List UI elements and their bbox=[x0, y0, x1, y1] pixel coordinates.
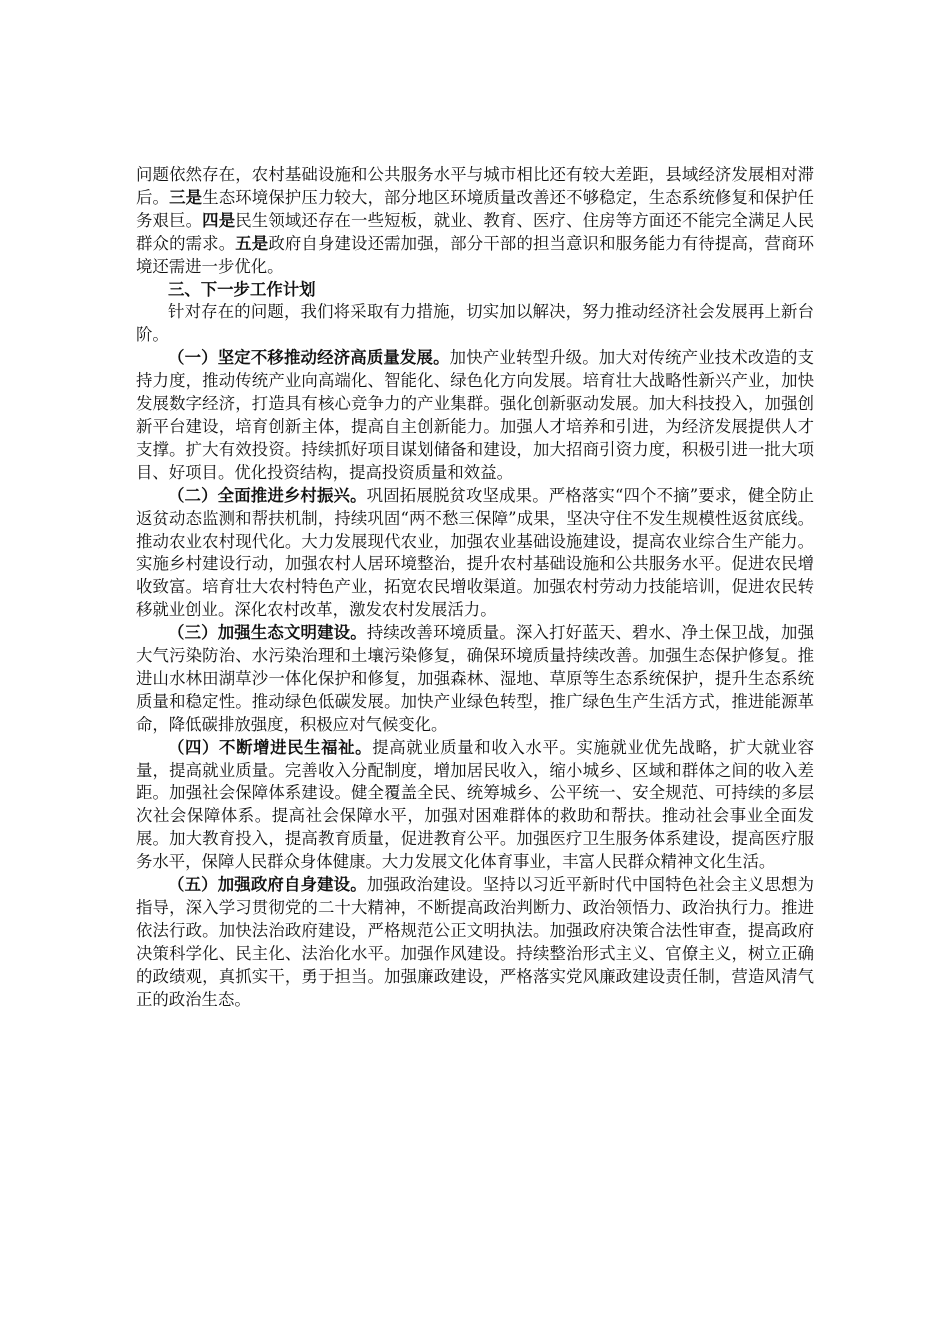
item-title-2: （二）全面推进乡村振兴。 bbox=[168, 485, 367, 505]
item-body-3: 持续改善环境质量。深入打好蓝天、碧水、净土保卫战，加强大气污染防治、水污染治理和土壤污染修复，确保环境质量持续改善。加强生态保护修复。推进山水林田湖草沙一体化保护和修复，加强森林、湿地、草原等生态系统保护，提升生态系统质量和稳定性。推动绿色低碳发展。加快产业绿色转型，推广绿色生产生活方式，推进能源革命，降低碳排放强度，积极应对气候变化。 bbox=[136, 623, 815, 734]
item-body-4: 提高就业质量和收入水平。实施就业优先战略，扩大就业容量，提高就业质量。完善收入分配制度，增加居民收入，缩小城乡、区域和群体之间的收入差距。加强社会保障体系建设。健全覆盖全民、统筹城乡、公平统一、安全规范、可持续的多层次社会保障体系。提高社会保障水平，加强对困难群体的救助和帮扶。推动社会事业全面发展。加大教育投入，提高教育质量，促进教育公平。加强医疗卫生服务体系建设，提高医疗服务水平，保障人民群众身体健康。大力发展文化体育事业，丰富人民群众精神文化生活。 bbox=[136, 737, 815, 872]
section-heading: 三、下一步工作计划 bbox=[168, 279, 316, 299]
item-title-1: （一）坚定不移推动经济高质量发展。 bbox=[168, 348, 450, 368]
continuation-text-4: 民生领域还存在一些短板，就业、教育、医疗、住房等方面还不能完全满足人民群众的需求。 bbox=[136, 210, 815, 253]
intro-paragraph: 针对存在的问题，我们将采取有力措施，切实加以解决，努力推动经济社会发展再上新台阶。 bbox=[136, 302, 814, 345]
continuation-text-1: 问题依然存在，农村基础设施和公共服务水平与城市相比还有较大差距，县域经济发展相对滞后。 bbox=[136, 165, 814, 207]
item-body-5: 加强政治建设。坚持以习近平新时代中国特色社会主义思想为指导，深入学习贯彻党的二十大精神，不断提高政治判断力、政治领悟力、政治执行力。推进依法行政。加快法治政府建设，严格规范公正文明执法。加强政府决策合法性审查，提高政府决策科学化、民主化、法治化水平。加强作风建设。持续整治形式主义、官僚主义，树立正确的政绩观，真抓实干，勇于担当。加强廉政建设，严格落实党风廉政建设责任制，营造风清气正的政治生态。 bbox=[136, 875, 815, 1009]
point-marker-5: 五是 bbox=[235, 233, 269, 253]
continuation-text-3: 生态环境保护压力较大，部分地区环境质量改善还不够稳定，生态系统修复和保护任务艰巨。 bbox=[136, 187, 815, 230]
item-paragraph-2 bbox=[136, 485, 814, 622]
item-title-5: （五）加强政府自身建设。 bbox=[168, 875, 367, 895]
item-paragraph-5 bbox=[136, 874, 814, 1011]
item-paragraph-1 bbox=[136, 347, 814, 484]
item-paragraph-3 bbox=[136, 622, 814, 737]
item-body-1: 加快产业转型升级。加大对传统产业技术改造的支持力度，推动传统产业向高端化、智能化、绿色化方向发展。培育壮大战略性新兴产业，加快发展数字经济，打造具有核心竞争力的产业集群。强化创新驱动发展。加大科技投入，加强创新平台建设，培育创新主体，提高自主创新能力。加强人才培养和引进，为经济发展提供人才支撑。扩大有效投资。持续抓好项目谋划储备和建设，加大招商引资力度，积极引进一批大项目、好项目。优化投资结构，提高投资质量和效益。 bbox=[136, 348, 815, 482]
document-page bbox=[136, 164, 814, 1012]
point-marker-4: 四是 bbox=[202, 210, 236, 230]
continuation-paragraph bbox=[136, 164, 814, 279]
item-paragraph-4 bbox=[136, 737, 814, 874]
point-marker-3: 三是 bbox=[169, 187, 203, 207]
continuation-text-5: 政府自身建设还需加强，部分干部的担当意识和服务能力有待提高，营商环境还需进一步优化。 bbox=[136, 233, 815, 276]
item-body-2: 巩固拓展脱贫攻坚成果。严格落实“四个不摘”要求，健全防止返贫动态监测和帮扶机制，持续巩固“两不愁三保障”成果，坚决守住不发生规模性返贫底线。推动农业农村现代化。大力发展现代农业，加强农业基础设施建设，提高农业综合生产能力。实施乡村建设行动，加强农村人居环境整治，提升农村基础设施和公共服务水平。促进农民增收致富。培育壮大农村特色产业，拓宽农民增收渠道。加强农村劳动力技能培训，促进农民转移就业创业。深化农村改革，激发农村发展活力。 bbox=[136, 485, 814, 620]
item-title-4: （四）不断增进民生福祉。 bbox=[168, 737, 373, 757]
item-title-3: （三）加强生态文明建设。 bbox=[168, 623, 367, 643]
